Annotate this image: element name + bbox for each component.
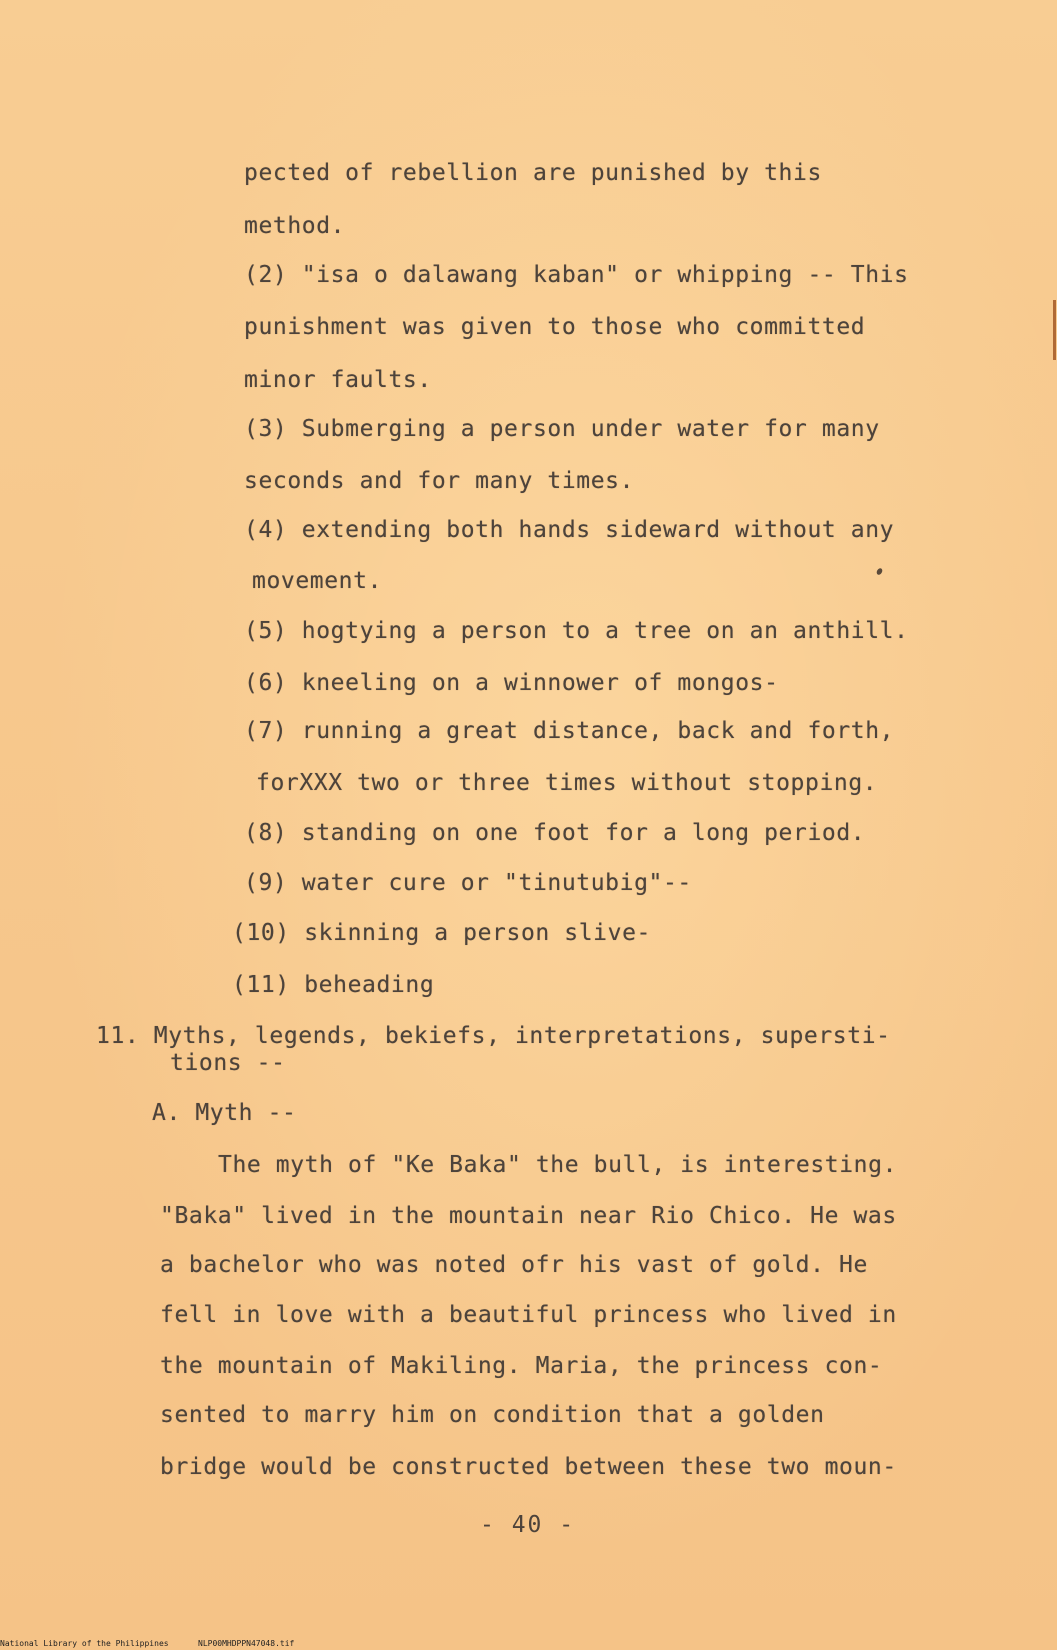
text-line: (7) running a great distance, back and forth,	[244, 718, 895, 744]
text-line: (2) "isa o dalawang kaban" or whipping -- This	[244, 262, 909, 288]
page-edge-mark	[1053, 300, 1056, 360]
text-line: (8) standing on one foot for a long period.	[244, 820, 866, 846]
page-number: - 40 -	[480, 1512, 576, 1538]
text-line: seconds and for many times.	[244, 468, 635, 494]
text-line: movement.	[252, 568, 383, 594]
text-line: (4) extending both hands sideward without any	[244, 517, 895, 543]
ink-speck	[876, 567, 884, 576]
text-line: method.	[244, 213, 346, 239]
text-line: (9) water cure or "tinutubig"--	[244, 870, 692, 896]
text-line: punishment was given to those who committed	[244, 314, 866, 340]
text-line: a bachelor who was noted ofr his vast of gold. He	[160, 1252, 868, 1278]
text-line: fell in love with a beautiful princess who lived in	[160, 1302, 897, 1328]
text-line: (3) Submerging a person under water for many	[244, 416, 880, 442]
text-line: bridge would be constructed between these two moun-	[160, 1454, 897, 1480]
footer-library: National Library of the Philippines	[0, 1639, 169, 1648]
text-line: minor faults.	[244, 367, 432, 393]
text-line: "Baka" lived in the mountain near Rio Chico. He was	[160, 1203, 897, 1229]
text-line: (6) kneeling on a winnower of mongos-	[244, 670, 779, 696]
text-line: (11) beheading	[232, 972, 435, 998]
section-heading-cont: tions --	[170, 1050, 286, 1076]
text-line: pected of rebellion are punished by this	[244, 160, 822, 186]
text-line: (5) hogtying a person to a tree on an anthill.	[244, 618, 909, 644]
text-line: (10) skinning a person slive-	[232, 920, 651, 946]
section-heading: 11. Myths, legends, bekiefs, interpretations, supersti-	[96, 1023, 891, 1049]
text-line: The myth of "Ke Baka" the bull, is interesting.	[218, 1152, 898, 1178]
subsection-heading: A. Myth --	[152, 1100, 297, 1126]
text-line: forXXX two or three times without stopping.	[256, 770, 878, 796]
text-line: the mountain of Makiling. Maria, the princess con-	[160, 1353, 883, 1379]
footer-file: NLP00MHDPPN47048.tif	[198, 1639, 295, 1648]
text-line: sented to marry him on condition that a golden	[160, 1402, 825, 1428]
